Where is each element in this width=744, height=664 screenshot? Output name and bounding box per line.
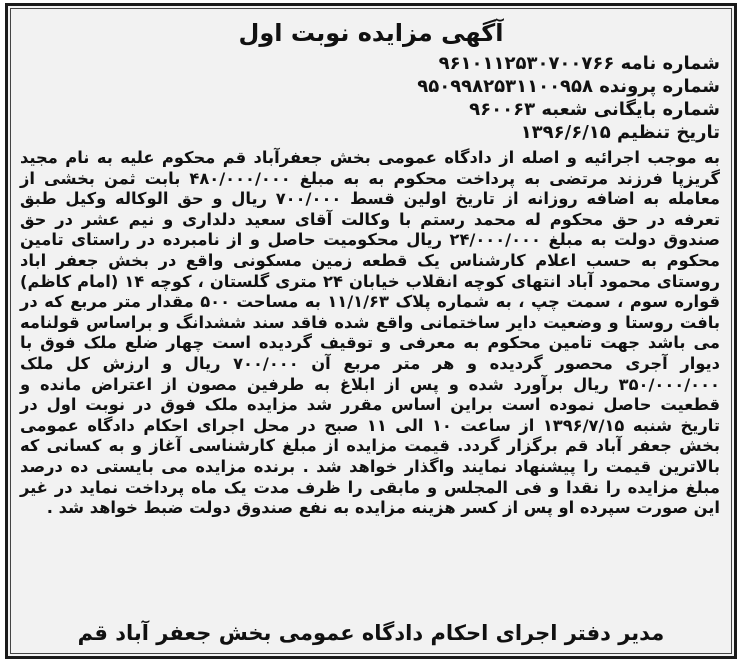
issue-date: تاریخ تنظیم ۱۳۹۶/۶/۱۵ <box>520 122 720 143</box>
notice-title: آگهی مزایده نوبت اول <box>238 19 504 47</box>
auction-notice <box>5 3 737 659</box>
letter-number: شماره نامه ۹۶۱۰۱۱۲۵۳۰۷۰۰۷۶۶ <box>438 53 720 74</box>
notice-body: به موجب اجرائیه و اصله از دادگاه عمومی بخش جعفرآباد قم محکوم علیه به نام مجید گریزپا فرزند مرتضی به پرداخت محکوم به به مبلغ ۴۸۰/۰۰۰/۰۰۰ بابت ثمن بخشی از معامله به اضافه روزانه از تاریخ اولین قسط ۷۰۰/۰۰۰ ریال و حق الوکاله وکیل طبق تعرفه در حق محکوم له محمد رستم با وکالت آقای سعید دلداری و نیم عشر در حق صندوق دولت به مبلغ ۲۴/۰۰۰/۰۰۰ ریال محکومیت حاصل و از نامبرده در راستای تامین محکوم به حسب اعلام کارشناس یک قطعه زمین مسکونی واقع در بخش جعفر اباد روستای محمود آباد انتهای کوچه انقلاب خیابان ۲۴ متری گلستان ، کوچه ۱۴ (امام کاظم) قواره سوم ، سمت چپ ، به شماره پلاک ۱۱/۱/۶۳ به مساحت ۵۰۰ مقدار متر مربع که در بافت روستا و وضعیت دایر ساختمانی واقع شده فاقد سند ششدانگ و براساس قولنامه می باشد جهت تامین محکوم به معرفی و توقیف گردیده است چهار ضلع ملک فوق با دیوار آجری محصور گردیده و هر متر مربع آن ۷۰۰/۰۰۰ ریال و ارزش کل ملک ۳۵۰/۰۰۰/۰۰۰ ریال برآورد شده و پس از ابلاغ به طرفین مصون از اعتراض مانده و قطعیت حاصل نموده است براین اساس مقرر شد مزایده ملک فوق در نوبت اول در تاریخ شنبه ۱۳۹۶/۷/۱۵ از ساعت ۱۰ الی ۱۱ صبح در محل اجرای احکام دادگاه عمومی بخش جعفر آباد قم برگزار گردد. قیمت مزایده از مبلغ کارشناسی آغاز و به کسانی که بالاترین قیمت را پیشنهاد نمایند واگذار خواهد شد . برنده مزایده می بایستی ده درصد مبلغ مزایده را نقدا و فی المجلس و مابقی را ظرف مدت یک ماه پرداخت نماید در غیر این صورت سپرده او پس از کسر هزینه مزایده به نفع صندوق دولت ضبط خواهد شد . <box>20 148 720 518</box>
notice-signature: مدیر دفتر اجرای احکام دادگاه عمومی بخش جعفر آباد قم <box>77 621 665 645</box>
case-number: شماره پرونده ۹۵۰۹۹۸۲۵۳۱۱۰۰۹۵۸ <box>417 76 720 97</box>
archive-number: شماره بایگانی شعبه ۹۶۰۰۶۳ <box>469 99 720 120</box>
notice-reference-block <box>22 52 720 144</box>
